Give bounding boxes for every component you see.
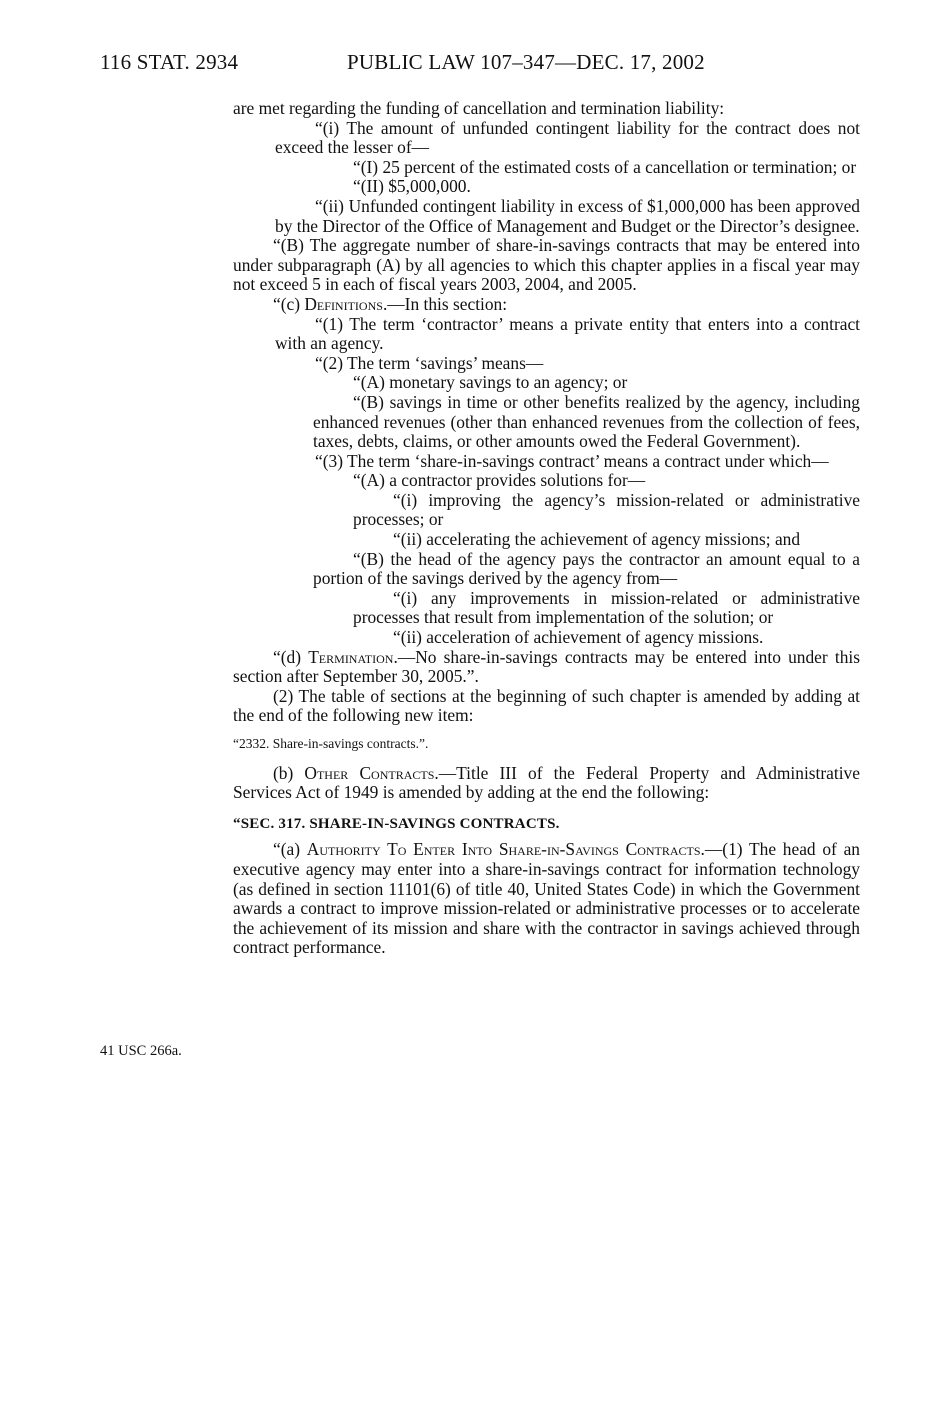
- paragraph-rest: .—Title III of the Federal Property and Administrative Services Act of 1949 is amended by adding at the end the following:: [233, 762, 860, 803]
- paragraph: “(3) The term ‘share-in-savings contract’ means a contract under which—: [315, 450, 829, 471]
- authority-heading: Authority To Enter Into Share-in-Savings Contracts: [306, 839, 701, 860]
- paragraph-authority: [233, 840, 860, 958]
- paragraph-lead: “(a): [273, 839, 307, 860]
- paragraph-other-contracts: [233, 764, 860, 803]
- paragraph-lead: “(c): [273, 293, 305, 314]
- paragraph: “(i) any improvements in mission-related or administrative processes that result from implementation of the solution; or: [353, 587, 860, 628]
- paragraph-lead: (b): [273, 762, 305, 783]
- definitions-heading: Definitions: [304, 293, 383, 314]
- statute-body: [233, 99, 860, 958]
- running-header: [0, 50, 947, 80]
- statute-page-reference: 116 STAT. 2934: [100, 50, 239, 74]
- paragraph: “(ii) acceleration of achievement of agency missions.: [393, 627, 764, 648]
- paragraph: (2) The table of sections at the beginning of such chapter is amended by adding at the end of the following new item:: [233, 685, 860, 726]
- section-heading: “SEC. 317. SHARE-IN-SAVINGS CONTRACTS.: [233, 815, 560, 832]
- paragraph: are met regarding the funding of cancellation and termination liability:: [233, 98, 725, 118]
- paragraph-rest: .—No share-in-savings contracts may be entered into under this section after September 30, 2005.”.: [233, 646, 860, 687]
- paragraph: “(ii) Unfunded contingent liability in excess of $1,000,000 has been approved by the Director of the Office of Management and Budget or the Director’s designee.: [275, 195, 860, 236]
- termination-heading: Termination: [308, 646, 394, 667]
- table-of-sections-item: “2332. Share-in-savings contracts.”.: [233, 736, 429, 751]
- paragraph-rest: .—(1) The head of an executive agency may enter into a share-in-savings contract for information technology (as defined in section 11101(6) of title 40, United States Code) in which the Government awards a contract to improve mission-related or administrative processes or to accelerate the achievement of its mission and share with the contractor in savings achieved through contract performance.: [233, 839, 860, 958]
- paragraph: “(B) The aggregate number of share-in-savings contracts that may be entered into under subparagraph (A) by all agencies to which this chapter applies in a fiscal year may not exceed 5 in each of fiscal years 2003, 2004, and 2005.: [233, 235, 860, 295]
- usc-margin-citation: 41 USC 266a.: [100, 1043, 182, 1059]
- paragraph-lead: “(d): [273, 646, 309, 667]
- paragraph: “(i) The amount of unfunded contingent liability for the contract does not exceed the lesser of—: [275, 117, 860, 158]
- paragraph-rest: .—In this section:: [382, 293, 508, 314]
- paragraph: “(I) 25 percent of the estimated costs of a cancellation or termination; or: [353, 156, 857, 177]
- paragraph: “(II) $5,000,000.: [353, 176, 471, 197]
- paragraph: “(1) The term ‘contractor’ means a private entity that enters into a contract with an agency.: [275, 313, 860, 354]
- paragraph: “(B) the head of the agency pays the contractor an amount equal to a portion of the savings derived by the agency from—: [313, 548, 860, 589]
- other-contracts-heading: Other Contracts: [304, 762, 435, 783]
- paragraph: “(i) improving the agency’s mission-related or administrative processes; or: [353, 489, 860, 530]
- paragraph: “(2) The term ‘savings’ means—: [315, 352, 544, 373]
- paragraph: “(ii) accelerating the achievement of agency missions; and: [393, 529, 801, 550]
- public-law-reference: PUBLIC LAW 107–347—DEC. 17, 2002: [347, 50, 705, 74]
- paragraph: “(A) monetary savings to an agency; or: [353, 372, 628, 393]
- paragraph: “(A) a contractor provides solutions for—: [353, 470, 646, 491]
- paragraph: “(B) savings in time or other benefits realized by the agency, including enhanced revenues (other than enhanced revenues from the collection of fees, taxes, debts, claims, or other amounts owed the Federal Government).: [313, 391, 860, 452]
- paragraph-definitions-heading: [233, 295, 860, 315]
- paragraph-termination: [233, 648, 860, 687]
